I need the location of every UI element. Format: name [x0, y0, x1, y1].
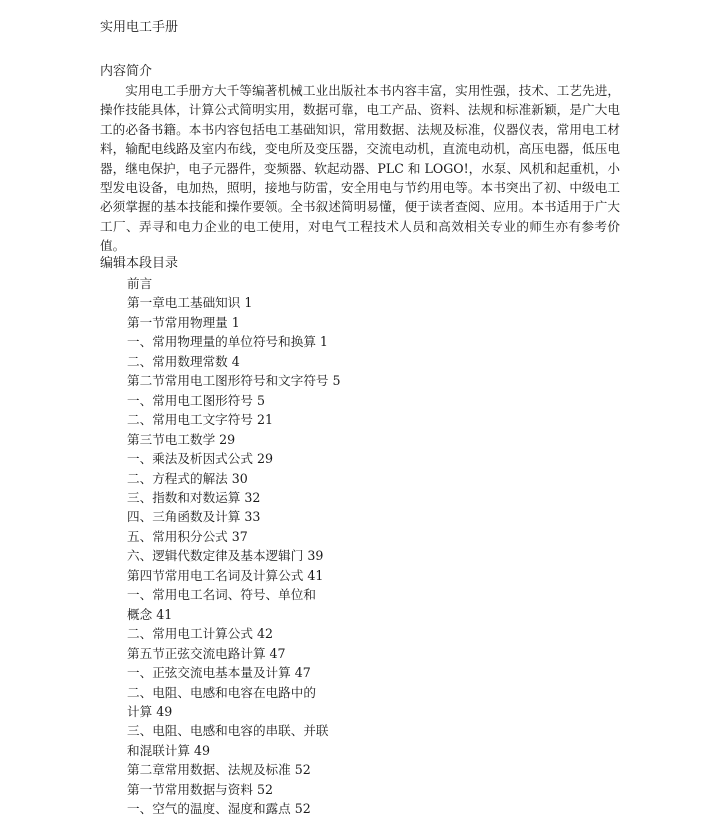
toc-item: 第一节常用物理量 1 [127, 314, 240, 330]
intro-paragraph: 实用电工手册方大千等编著机械工业出版社本书内容丰富，实用性强，技术、工艺先进，操作技能具体，计算公式简明实用，数据可靠，电工产品、资料、法规和标准新颖，是广大电工的必备书籍。本书内容包括电工基础知识，常用数据、法规及标准，仪器仪表，常用电工材料，输配电线路及室内布线，变电所及变压器，交流电动机，直流电动机，高压电器，低压电器，继电保护，电子元器件，变频器、软起动器、PLC 和 LOGO!，水泵、风机和起重机，小型发电设备，电加热，照明，接地与防雷，安全用电与节约用电等。本书突出了初、中级电工必须掌握的基本技能和操作要领。全书叙述简明易懂，便于读者查阅、应用。本书适用于广大工厂、弄寻和电力企业的电工使用，对电气工程技术人员和高效相关专业的师生亦有参考价值。 [100, 83, 620, 254]
toc-item: 第二章常用数据、法规及标准 52 [127, 762, 311, 778]
toc-item: 计算 49 [127, 703, 173, 719]
toc-item: 二、常用电工计算公式 42 [127, 626, 273, 642]
table-of-contents [127, 274, 427, 819]
toc-item: 二、常用电工文字符号 21 [127, 412, 273, 428]
toc-item: 二、常用数理常数 4 [127, 353, 240, 369]
toc-item: 第一章电工基础知识 1 [127, 295, 253, 311]
toc-item: 一、正弦交流电基本量及计算 47 [127, 665, 311, 681]
toc-item: 第二节常用电工图形符号和文字符号 5 [127, 373, 341, 389]
toc-item: 五、常用积分公式 37 [127, 528, 248, 544]
toc-item: 第一节常用数据与资料 52 [127, 781, 273, 797]
toc-item: 第五节正弦交流电路计算 47 [127, 645, 286, 661]
toc-item: 二、方程式的解法 30 [127, 470, 248, 486]
intro-heading: 内容简介 [100, 64, 153, 79]
toc-item: 一、常用电工图形符号 5 [127, 392, 265, 408]
toc-heading: 编辑本段目录 [100, 256, 179, 271]
toc-item: 一、空气的温度、湿度和露点 52 [127, 801, 311, 817]
toc-item: 概念 41 [127, 606, 173, 622]
toc-item: 一、常用电工名词、符号、单位和 [127, 587, 316, 603]
toc-item: 三、电阻、电感和电容的串联、并联 [127, 723, 329, 739]
toc-item: 四、三角函数及计算 33 [127, 509, 261, 525]
toc-item: 一、常用物理量的单位符号和换算 1 [127, 334, 328, 350]
document-title: 实用电工手册 [100, 20, 179, 35]
toc-item: 第四节常用电工名词及计算公式 41 [127, 567, 324, 583]
toc-item: 和混联计算 49 [127, 742, 210, 758]
toc-item: 第三节电工数学 29 [127, 431, 236, 447]
toc-item: 前言 [127, 276, 153, 291]
toc-item: 六、逻辑代数定律及基本逻辑门 39 [127, 548, 324, 564]
toc-item: 一、乘法及析因式公式 29 [127, 451, 273, 467]
toc-item: 三、指数和对数运算 32 [127, 489, 261, 505]
toc-item: 二、电阻、电感和电容在电路中的 [127, 684, 316, 700]
